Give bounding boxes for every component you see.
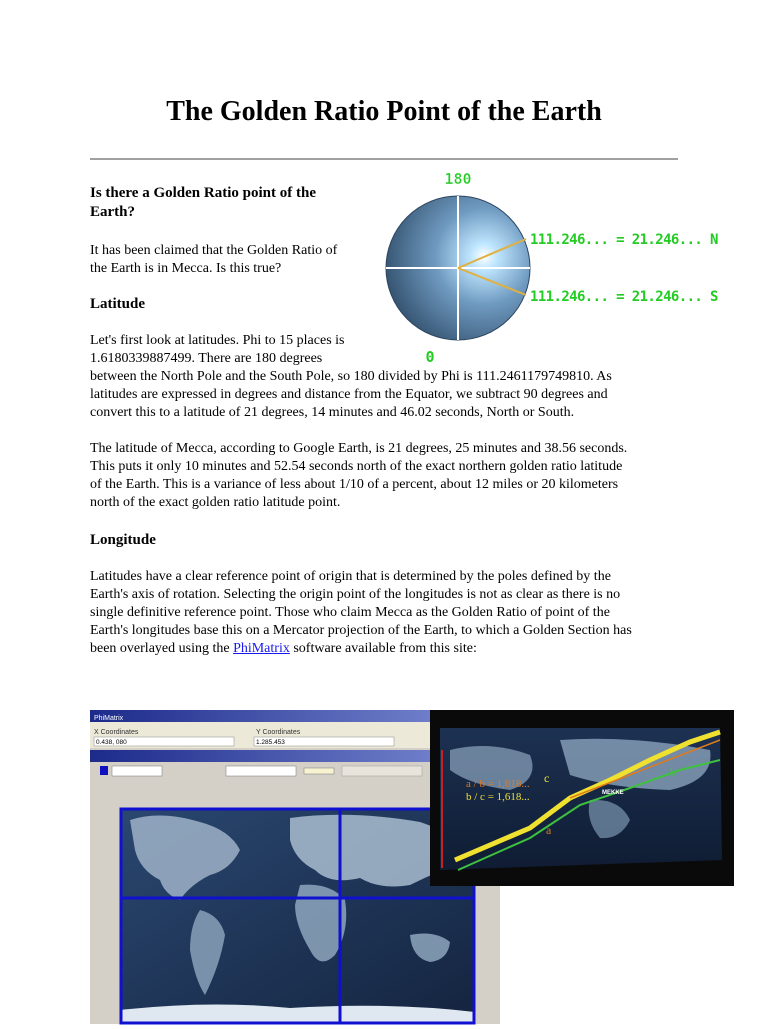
longitude-line-1: Latitudes have a clear reference point of origin that is determined by the poles defined by the bbox=[90, 569, 611, 584]
x-coordinates-value: 0.438, 080 bbox=[96, 739, 127, 746]
label-south-latitude: 111.246... = 21.246... S bbox=[530, 289, 718, 305]
toolbar-dropdown-1 bbox=[112, 766, 162, 776]
longitude-line-4: Earth's longitudes base this on a Mercator projection of the Earth, to which a Golden Section has bbox=[90, 623, 632, 638]
screenshot-svg bbox=[90, 710, 734, 1024]
intro-heading-line-2: Earth? bbox=[90, 204, 135, 220]
longitude-paragraph bbox=[90, 568, 632, 658]
label-north-latitude: 111.246... = 21.246... N bbox=[530, 232, 718, 248]
longitude-line-5-start: been overlayed using the bbox=[90, 641, 234, 656]
latitude-heading: Latitude bbox=[90, 296, 146, 312]
formula-b-over-c: b / c = 1,618... bbox=[466, 791, 530, 803]
horizontal-rule bbox=[90, 158, 678, 160]
label-180: 180 bbox=[444, 170, 472, 188]
y-coordinates-label: Y Coordinates bbox=[256, 729, 301, 736]
letter-b: b bbox=[670, 765, 676, 779]
latitude-line-1: Let's first look at latitudes. Phi to 15 places is bbox=[90, 333, 345, 348]
latitude-line-4: latitudes are expressed in degrees and distance from the Equator, we subtract 90 degrees and bbox=[90, 387, 608, 402]
latitude-line-2: 1.6180339887499. There are 180 degrees bbox=[90, 351, 323, 366]
phimatrix-link[interactable]: PhiMatrix bbox=[233, 641, 290, 656]
mecca-line-1: The latitude of Mecca, according to Google Earth, is 21 degrees, 25 minutes and 38.56 seconds. bbox=[90, 441, 628, 456]
longitude-heading: Longitude bbox=[90, 532, 156, 548]
page-title: The Golden Ratio Point of the Earth bbox=[166, 96, 602, 127]
mecca-paragraph bbox=[90, 440, 627, 512]
intro-paragraph-line-2: the Earth is in Mecca. Is this true? bbox=[90, 261, 282, 276]
toolbar-button-group bbox=[342, 766, 422, 776]
longitude-line-3: single definitive reference point. Those who claim Mecca as the Golden Ratio of point of the bbox=[90, 605, 610, 620]
intro-heading-line-1: Is there a Golden Ratio point of the bbox=[90, 185, 316, 201]
intro-paragraph-line-1: It has been claimed that the Golden Ratio of bbox=[90, 243, 338, 258]
window-title: PhiMatrix bbox=[94, 715, 124, 722]
label-0: 0 bbox=[425, 348, 435, 366]
mecca-line-2: This puts it only 10 minutes and 52.54 seconds north of the exact northern golden ratio latitude bbox=[90, 459, 623, 474]
toolbar-dropdown-2 bbox=[226, 766, 296, 776]
latitude-line-5: convert this to a latitude of 21 degrees, 14 minutes and 46.02 seconds, North or South. bbox=[90, 405, 575, 420]
globe-diagram bbox=[380, 164, 718, 370]
intro-heading bbox=[90, 184, 316, 222]
longitude-line-5 bbox=[90, 640, 632, 658]
phimatrix-screenshot-image bbox=[90, 710, 734, 1024]
toolbar-slider bbox=[304, 768, 334, 774]
y-coordinates-value: 1.285.453 bbox=[256, 739, 285, 746]
letter-c: c bbox=[544, 771, 550, 785]
formula-a-over-b: a / b = 1,618... bbox=[466, 778, 530, 790]
toolbar-button-1 bbox=[100, 766, 108, 775]
x-coordinates-label: X Coordinates bbox=[94, 729, 139, 736]
intro-paragraph bbox=[90, 242, 337, 278]
letter-a: a bbox=[546, 823, 552, 837]
mecca-line-3: of the Earth. This is a variance of less about 1/10 of a percent, about 12 miles or 20 kilometers bbox=[90, 477, 619, 492]
longitude-line-5-end: software available from this site: bbox=[289, 641, 477, 656]
globe-svg bbox=[380, 164, 718, 370]
mekke-label: MEKKE bbox=[602, 790, 624, 796]
latitude-line-3: between the North Pole and the South Pole, so 180 divided by Phi is 111.2461179749810. As bbox=[90, 369, 612, 384]
mecca-line-4: north of the exact golden ratio latitude point. bbox=[90, 495, 341, 510]
longitude-line-2: Earth's axis of rotation. Selecting the origin point of the longitudes is not as clear as there is no bbox=[90, 587, 621, 602]
